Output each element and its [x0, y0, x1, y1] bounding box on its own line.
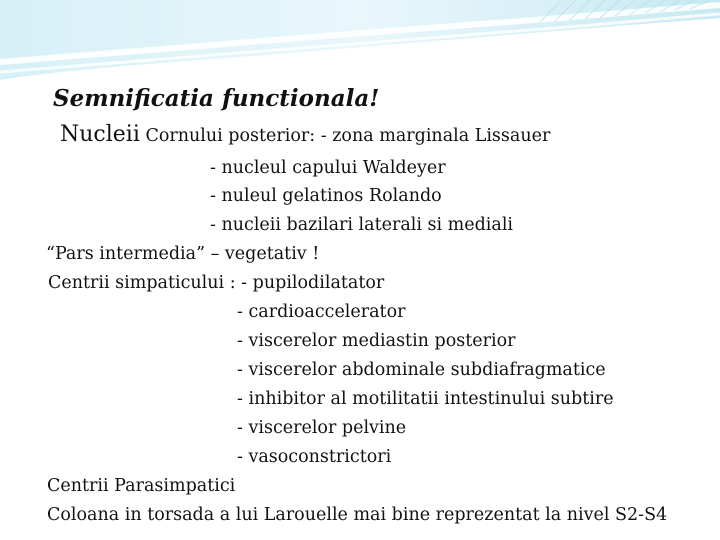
text-line: - viscerelor abdominale subdiafragmatice — [237, 360, 606, 380]
nuclei-rest: Cornului posterior: - zona marginala Lissauer — [139, 126, 551, 146]
text-line: - inhibitor al motilitatii intestinului subtire — [237, 389, 614, 409]
text-line: - viscerelor mediastin posterior — [237, 331, 516, 351]
nuclei-line — [60, 124, 550, 146]
text-line: Coloana in torsada a lui Larouelle mai bine reprezentat la nivel S2-S4 — [47, 505, 668, 525]
text-line: - nucleii bazilari laterali si mediali — [210, 215, 514, 235]
text-line: Centrii simpaticului : - pupilodilatator — [48, 273, 385, 293]
decorative-banner — [0, 0, 720, 90]
text-line: - nuleul gelatinos Rolando — [210, 186, 442, 206]
text-line: Centrii Parasimpatici — [47, 476, 236, 496]
nuclei-head: Nucleii — [60, 122, 140, 147]
text-line: - cardioaccelerator — [237, 302, 406, 322]
text-line: - nucleul capului Waldeyer — [210, 158, 446, 178]
slide-title: Semnificatia functionala! — [53, 85, 380, 112]
text-line: “Pars intermedia” – vegetativ ! — [46, 244, 320, 264]
text-line: - viscerelor pelvine — [237, 418, 407, 438]
text-line: - vasoconstrictori — [237, 447, 392, 467]
